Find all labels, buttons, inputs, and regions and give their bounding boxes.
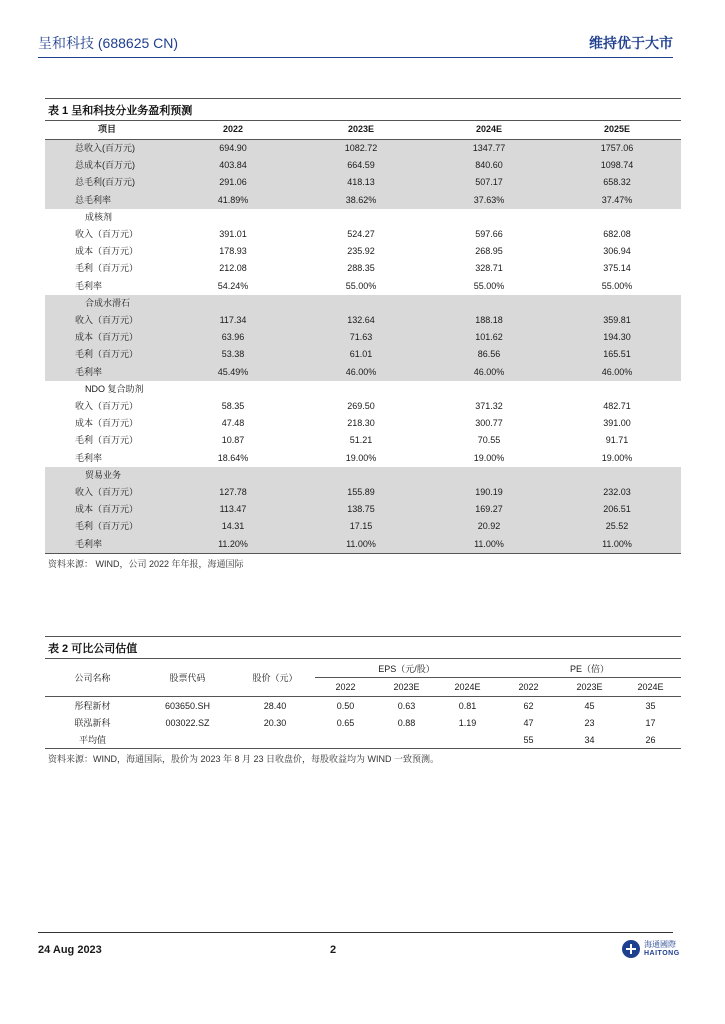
row-label: 合成水滑石	[45, 295, 169, 312]
row-label: 成核剂	[85, 211, 113, 222]
row-value: 232.03	[553, 484, 681, 501]
table-row	[45, 432, 681, 449]
valuation-value: 35	[645, 700, 656, 711]
row-value: 178.93	[219, 246, 247, 257]
row-value	[553, 381, 681, 398]
row-value: 11.00%	[553, 536, 681, 554]
valuation-value: 23	[584, 717, 595, 728]
year-header: 2024E	[620, 678, 681, 697]
row-value: 47.48	[221, 418, 245, 429]
valuation-value: 26	[620, 731, 681, 749]
valuation-value: 0.63	[397, 700, 416, 711]
row-label: 毛利（百万元）	[45, 518, 169, 535]
price-column-header: 股价（元）	[235, 659, 315, 697]
row-value: 14.31	[169, 518, 297, 535]
row-value	[169, 381, 297, 398]
table1-header-row	[45, 121, 681, 140]
row-value: 188.18	[425, 312, 553, 329]
haitong-logo-icon	[622, 940, 640, 958]
table-row	[45, 174, 681, 191]
row-label: 收入（百万元）	[75, 229, 139, 240]
row-value: 155.89	[297, 484, 425, 501]
row-label: 收入（百万元）	[45, 312, 169, 329]
row-value: 113.47	[169, 501, 297, 518]
row-value	[297, 381, 425, 398]
row-value	[553, 467, 681, 484]
valuation-value: 17	[645, 717, 656, 728]
stock-price: 28.40	[263, 700, 287, 711]
row-value	[425, 295, 553, 312]
valuation-value: 0.50	[336, 700, 355, 711]
row-value: 46.00%	[553, 364, 681, 381]
row-value: 101.62	[425, 329, 553, 346]
row-value: 20.92	[425, 518, 553, 535]
row-value	[297, 209, 425, 226]
row-value: 53.38	[169, 346, 297, 363]
column-header: 项目	[45, 121, 169, 140]
report-title: 呈和科技 (688625 CN)	[38, 35, 179, 51]
valuation-value: 1.19	[458, 717, 477, 728]
row-value: 403.84	[169, 157, 297, 174]
column-header: 2023E	[297, 121, 425, 140]
row-value: 25.52	[553, 518, 681, 535]
row-label: 毛利率	[75, 280, 103, 291]
report-date: 24 Aug 2023	[38, 944, 102, 956]
row-value: 194.30	[553, 329, 681, 346]
table-row	[45, 346, 681, 363]
valuation-value: 0.65	[336, 717, 355, 728]
column-header: 2025E	[553, 121, 681, 140]
table-row	[45, 415, 681, 432]
row-value: 61.01	[297, 346, 425, 363]
valuation-value: 62	[523, 700, 534, 711]
row-label: 贸易业务	[45, 467, 169, 484]
row-value: 328.71	[475, 263, 503, 274]
row-value: 165.51	[553, 346, 681, 363]
valuation-value: 45	[584, 700, 595, 711]
row-value: 840.60	[425, 157, 553, 174]
row-value: 291.06	[169, 174, 297, 191]
row-label: 总收入(百万元)	[45, 140, 169, 158]
row-value: 19.00%	[345, 452, 377, 463]
row-value: 507.17	[425, 174, 553, 191]
row-label: 总毛利率	[45, 192, 169, 209]
row-value: 91.71	[605, 435, 629, 446]
row-value: 37.47%	[553, 192, 681, 209]
row-value: 371.32	[475, 401, 503, 412]
valuation-value	[315, 731, 376, 749]
table2-body	[45, 697, 681, 749]
table-row	[45, 484, 681, 501]
row-label: 收入（百万元）	[45, 484, 169, 501]
stock-price	[235, 731, 315, 749]
table-row	[45, 192, 681, 209]
stock-price: 20.30	[263, 717, 287, 728]
row-value: 19.00%	[601, 452, 633, 463]
row-value: 71.63	[297, 329, 425, 346]
row-label: 成本（百万元）	[45, 501, 169, 518]
table-row	[45, 398, 681, 415]
valuation-value	[376, 731, 437, 749]
row-value: 218.30	[347, 418, 375, 429]
table-row	[45, 157, 681, 174]
row-value	[297, 295, 425, 312]
row-value: 658.32	[553, 174, 681, 191]
row-value: 58.35	[221, 401, 245, 412]
valuation-value: 0.88	[397, 717, 416, 728]
row-value: 682.08	[603, 229, 631, 240]
company-name: 联泓新科	[74, 718, 111, 728]
row-label: 毛利（百万元）	[75, 263, 139, 274]
eps-group-header: EPS（元/股）	[315, 659, 498, 678]
row-value: 55.00%	[345, 280, 377, 291]
table-row	[45, 243, 681, 260]
row-value: 1757.06	[553, 140, 681, 158]
row-label: 毛利率	[75, 452, 103, 463]
row-value: 597.66	[475, 229, 503, 240]
row-value: 482.71	[603, 401, 631, 412]
row-value: 138.75	[297, 501, 425, 518]
table-row	[45, 450, 681, 467]
row-value: 235.92	[347, 246, 375, 257]
table1-body	[45, 140, 681, 554]
row-value: 51.21	[349, 435, 373, 446]
code-column-header: 股票代码	[140, 659, 235, 697]
row-value: 46.00%	[297, 364, 425, 381]
row-value: 1082.72	[297, 140, 425, 158]
table-row	[45, 364, 681, 381]
row-value: 45.49%	[169, 364, 297, 381]
row-value: 132.64	[297, 312, 425, 329]
table1-caption: 表 1 呈和科技分业务盈利预测	[45, 98, 681, 120]
row-value	[169, 467, 297, 484]
company-name: 平均值	[45, 731, 140, 749]
row-value: 11.20%	[169, 536, 297, 554]
row-value: 375.14	[603, 263, 631, 274]
row-label: 收入（百万元）	[75, 401, 139, 412]
table-row	[45, 697, 681, 715]
rating-label: 维持优于大市	[589, 35, 673, 51]
row-value: 19.00%	[473, 452, 505, 463]
row-value: 300.77	[475, 418, 503, 429]
row-value: 524.27	[347, 229, 375, 240]
row-value: 288.35	[347, 263, 375, 274]
row-value: 206.51	[553, 501, 681, 518]
valuation-value: 0.81	[458, 700, 477, 711]
row-value: 269.50	[347, 401, 375, 412]
logo-english-text: HAITONG	[644, 950, 680, 957]
row-value: 38.62%	[297, 192, 425, 209]
table-row	[45, 278, 681, 295]
row-value	[553, 295, 681, 312]
row-value	[297, 467, 425, 484]
row-value: 694.90	[169, 140, 297, 158]
valuation-value: 47	[523, 717, 534, 728]
row-value: 86.56	[425, 346, 553, 363]
row-value: 418.13	[297, 174, 425, 191]
column-header: 2022	[169, 121, 297, 140]
company-name: 彤程新材	[74, 701, 111, 711]
row-value: 70.55	[477, 435, 501, 446]
row-label: 成本（百万元）	[45, 329, 169, 346]
year-header: 2024E	[437, 678, 498, 697]
table-row	[45, 295, 681, 312]
row-value: 391.00	[603, 418, 631, 429]
year-header: 2022	[498, 678, 559, 697]
stock-code	[140, 731, 235, 749]
business-forecast-table	[45, 98, 681, 570]
table-row	[45, 536, 681, 554]
valuation-value: 34	[559, 731, 620, 749]
row-value: 54.24%	[217, 280, 249, 291]
year-header: 2023E	[559, 678, 620, 697]
stock-code: 003022.SZ	[165, 717, 210, 728]
row-value: 55.00%	[473, 280, 505, 291]
row-label: 毛利率	[45, 536, 169, 554]
row-label: 成本（百万元）	[75, 246, 139, 257]
logo-chinese-text: 海通國際	[644, 940, 676, 949]
row-value: 17.15	[297, 518, 425, 535]
company-column-header: 公司名称	[45, 659, 140, 697]
row-value	[169, 295, 297, 312]
row-value: 55.00%	[601, 280, 633, 291]
table-row	[45, 209, 681, 226]
valuation-value: 55	[498, 731, 559, 749]
table-row	[45, 501, 681, 518]
row-value: 1098.74	[553, 157, 681, 174]
row-value: 41.89%	[169, 192, 297, 209]
row-label: 总成本(百万元)	[45, 157, 169, 174]
row-value: 169.27	[425, 501, 553, 518]
row-value	[425, 467, 553, 484]
row-value: 391.01	[219, 229, 247, 240]
row-value	[553, 209, 681, 226]
haitong-logo	[622, 940, 680, 958]
row-value: 46.00%	[425, 364, 553, 381]
page-number: 2	[330, 944, 337, 956]
year-header: 2023E	[376, 678, 437, 697]
table1-source-note: 资料来源： WIND，公司 2022 年年报，海通国际	[48, 558, 244, 569]
row-value: 268.95	[475, 246, 503, 257]
table-row	[45, 714, 681, 731]
table-row	[45, 518, 681, 535]
row-value: 10.87	[221, 435, 245, 446]
table-row	[45, 329, 681, 346]
row-label: 毛利（百万元）	[45, 346, 169, 363]
table-row	[45, 140, 681, 158]
row-value: 212.08	[219, 263, 247, 274]
row-value: 127.78	[169, 484, 297, 501]
table-row	[45, 731, 681, 749]
row-label: 毛利（百万元）	[75, 435, 139, 446]
table-row	[45, 381, 681, 398]
row-value: 117.34	[169, 312, 297, 329]
year-header: 2022	[315, 678, 376, 697]
row-value	[425, 381, 553, 398]
row-label: NDO 复合助剂	[85, 383, 144, 394]
peer-valuation-table	[45, 636, 681, 765]
row-value: 190.19	[425, 484, 553, 501]
row-value: 664.59	[297, 157, 425, 174]
row-value: 11.00%	[425, 536, 553, 554]
row-label: 总毛利(百万元)	[45, 174, 169, 191]
row-value	[425, 209, 553, 226]
stock-code: 603650.SH	[164, 700, 211, 711]
row-value: 11.00%	[297, 536, 425, 554]
footer-divider	[38, 932, 673, 933]
table-row	[45, 226, 681, 243]
row-value: 306.94	[603, 246, 631, 257]
header-divider	[38, 57, 673, 58]
row-value: 63.96	[169, 329, 297, 346]
table-row	[45, 467, 681, 484]
column-header: 2024E	[425, 121, 553, 140]
row-value: 1347.77	[425, 140, 553, 158]
row-value	[169, 209, 297, 226]
table-row	[45, 312, 681, 329]
valuation-value	[437, 731, 498, 749]
table2-caption: 表 2 可比公司估值	[45, 636, 681, 659]
table2-source-note: 资料来源：WIND，海通国际，股价为 2023 年 8 月 23 日收盘价，每股收益均为 WIND 一致预测。	[48, 754, 440, 764]
row-value: 359.81	[553, 312, 681, 329]
row-value: 37.63%	[425, 192, 553, 209]
table-row	[45, 260, 681, 277]
row-label: 成本（百万元）	[75, 418, 139, 429]
pe-group-header: PE（倍）	[498, 659, 681, 678]
row-value: 18.64%	[217, 452, 249, 463]
row-label: 毛利率	[45, 364, 169, 381]
